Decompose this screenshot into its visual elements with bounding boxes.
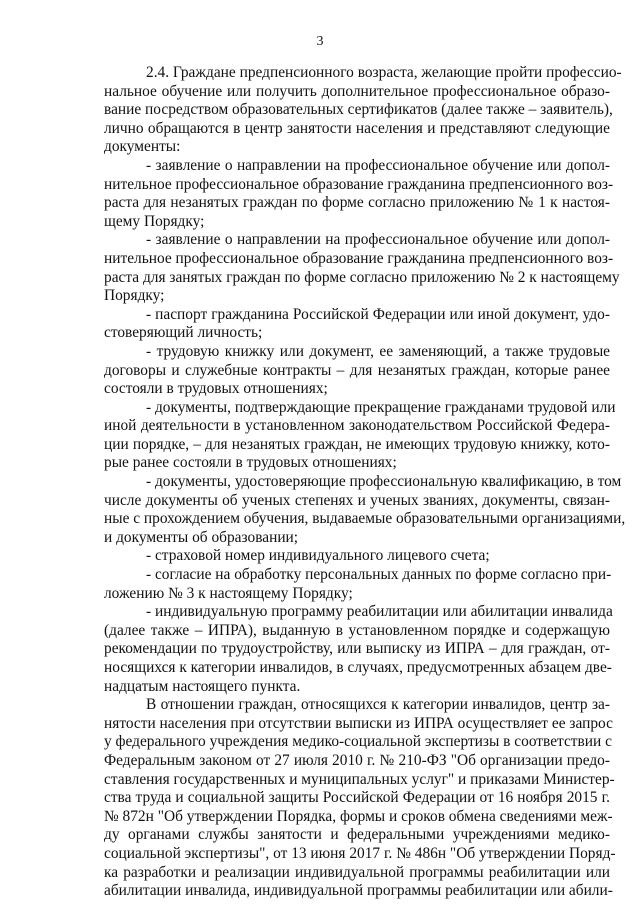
text-line: состояли в трудовых отношениях; bbox=[104, 380, 328, 398]
document-list-item bbox=[104, 547, 610, 566]
text-line: иной деятельности в установленном законодательством Российской Федера- bbox=[104, 417, 610, 435]
document-list-item bbox=[104, 231, 620, 305]
text-line: ка разработки и реализации индивидуальной программы реабилитации или bbox=[104, 863, 610, 881]
text-line: ду органами службы занятости и федеральными учреждениями медико- bbox=[104, 826, 610, 844]
text-line: ства труда и социальной защиты Российской Федерации от 16 ноября 2015 г. bbox=[104, 789, 610, 807]
text-line: числе документы об ученых степенях и ученых званиях, документы, связан- bbox=[104, 491, 610, 509]
text-line: нальное обучение или получить дополнительное профессиональное образо- bbox=[104, 82, 610, 100]
document-list-item bbox=[104, 306, 610, 343]
text-line: - заявление о направлении на профессиональное обучение или допол- bbox=[146, 156, 610, 174]
text-line: (далее также – ИПРА), выданную в установленном порядке и содержащую bbox=[104, 621, 610, 639]
text-line: носящихся к категории инвалидов, в случаях, предусмотренных абзацем две- bbox=[104, 659, 612, 676]
text-line: нительное профессиональное образование гражданина предпенсионного воз- bbox=[104, 175, 614, 193]
text-line: - заявление о направлении на профессиональное обучение или допол- bbox=[146, 231, 610, 249]
text-line: рые ранее состояли в трудовых отношениях; bbox=[104, 454, 397, 472]
text-line: лично обращаются в центр занятости населения и представляют следующие bbox=[104, 119, 610, 137]
text-line: ставления государственных и муниципальных услуг" и приказами Министер- bbox=[104, 770, 615, 788]
text-line: нятости населения при отсутствии выписки из ИПРА осуществляет ее запрос bbox=[104, 714, 613, 732]
text-line: у федерального учреждения медико-социальной экспертизы в соответствии с bbox=[104, 733, 612, 751]
text-line: нительное профессиональное образование гражданина предпенсионного воз- bbox=[104, 249, 614, 267]
text-line: рекомендации по трудоустройству, или выписку из ИПРА – для граждан, от- bbox=[104, 640, 610, 658]
text-line: № 872н "Об утверждении Порядка, формы и сроков обмена сведениями меж- bbox=[104, 807, 613, 825]
document-list-item bbox=[104, 473, 626, 547]
text-line: щему Порядку; bbox=[104, 212, 205, 230]
text-line: раста для незанятых граждан по форме согласно приложению № 1 к настоя- bbox=[104, 194, 610, 212]
text-line: - согласие на обработку персональных данных по форме согласно при- bbox=[146, 566, 612, 584]
text-line: ции порядке, – для незанятых граждан, не имеющих трудовую книжку, кото- bbox=[104, 435, 610, 453]
text-line: социальной экспертизы", от 13 июня 2017 г. № 486н "Об утверждении Поряд- bbox=[104, 844, 616, 862]
text-line: - документы, подтверждающие прекращение гражданами трудовой или bbox=[146, 398, 616, 416]
text-line: 2.4. Граждане предпенсионного возраста, желающие пройти профессио- bbox=[146, 64, 622, 81]
text-line: Федеральным законом от 27 июля 2010 г. № 210-ФЗ "Об организации предо- bbox=[104, 751, 610, 769]
text-line: стоверяющий личность; bbox=[104, 324, 263, 342]
document-body bbox=[104, 64, 626, 901]
text-line: надцатым настоящего пункта. bbox=[104, 677, 301, 695]
document-list-item bbox=[104, 603, 613, 696]
text-line: ные с прохождением обучения, выдаваемые образовательными организациями, bbox=[104, 510, 626, 528]
document-list-item bbox=[104, 156, 614, 231]
text-line: абилитации инвалида, индивидуальной программы реабилитации или абили- bbox=[104, 882, 613, 900]
text-line: и документы об образовании; bbox=[104, 528, 299, 546]
paragraph-ipra-request bbox=[104, 696, 616, 901]
text-line: - индивидуальную программу реабилитации или абилитации инвалида bbox=[146, 603, 613, 621]
text-line: - паспорт гражданина Российской Федерации или иной документ, удо- bbox=[146, 305, 610, 323]
text-line: - трудовую книжку или документ, ее заменяющий, а также трудовые bbox=[146, 342, 610, 360]
text-line: - документы, удостоверяющие профессиональную квалификацию, в том bbox=[146, 473, 622, 491]
document-list-item bbox=[104, 398, 616, 473]
document-list-item bbox=[104, 343, 610, 399]
text-line: вание посредством образовательных сертификатов (далее также – заявитель), bbox=[104, 101, 613, 119]
text-line: договоры и служебные контракты – для незанятых граждан, которые ранее bbox=[104, 361, 610, 379]
paragraph-2-4 bbox=[104, 64, 622, 157]
text-line: Порядку; bbox=[104, 287, 165, 305]
text-line: ложению № 3 к настоящему Порядку; bbox=[104, 584, 353, 602]
text-line: раста для занятых граждан по форме согласно приложению № 2 к настоящему bbox=[104, 268, 620, 286]
text-line: документы: bbox=[104, 138, 181, 156]
text-line: В отношении граждан, относящихся к категории инвалидов, центр за- bbox=[146, 696, 610, 714]
text-line: - страховой номер индивидуального лицевого счета; bbox=[146, 547, 490, 565]
page-number: 3 bbox=[316, 34, 324, 49]
document-list-item bbox=[104, 566, 610, 603]
